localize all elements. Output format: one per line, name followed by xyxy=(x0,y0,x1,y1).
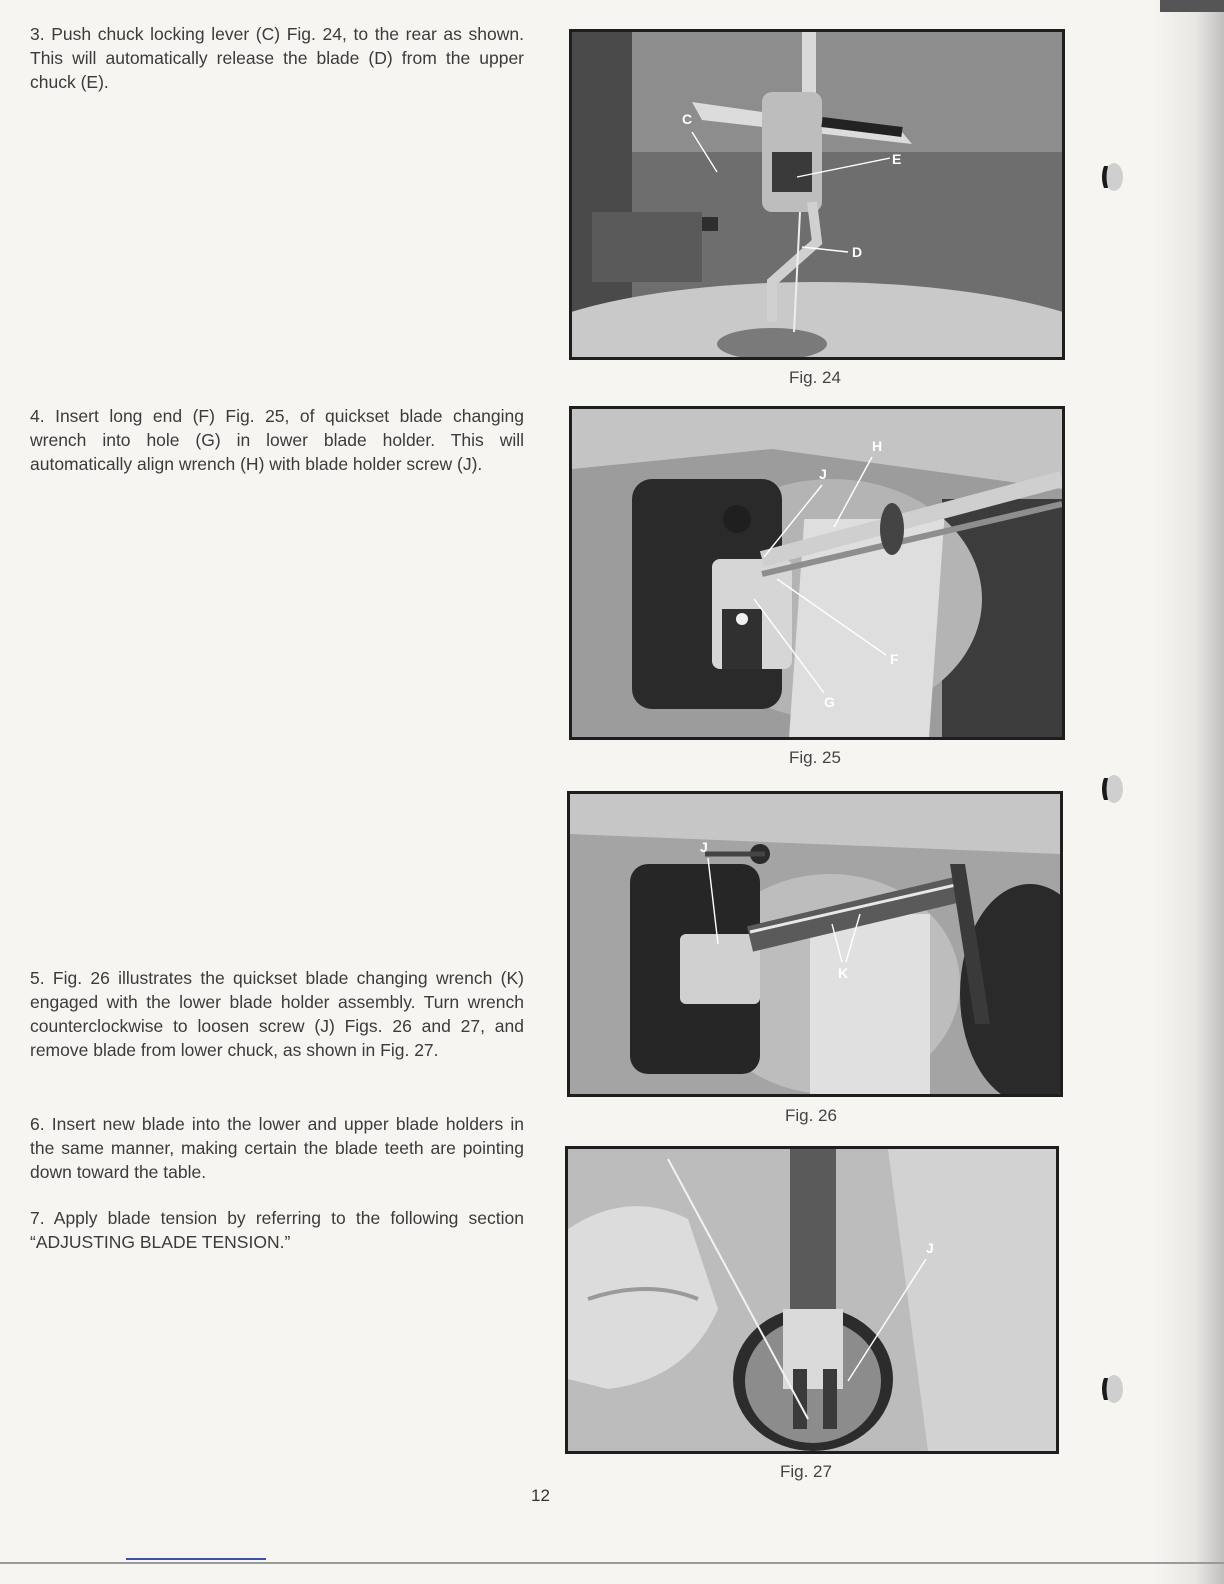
instruction-step-6: 6. Insert new blade into the lower and upper blade holders in the same manner, making certain the blade teeth are pointing down toward the table. xyxy=(30,1114,524,1182)
figure-27-caption: Fig. 27 xyxy=(780,1462,832,1481)
page-number: 12 xyxy=(531,1486,550,1505)
figure-25-caption: Fig. 25 xyxy=(789,748,841,767)
fig26-label-k: K xyxy=(838,965,849,981)
instruction-step-3: 3. Push chuck locking lever (C) Fig. 24, to the rear as shown. This will automatically release the blade (D) from the upper chuck (E). xyxy=(30,24,524,92)
instruction-step-4: 4. Insert long end (F) Fig. 25, of quickset blade changing wrench into hole (G) in lower blade holder. This will automatically align wrench (H) with blade holder screw (J). xyxy=(30,406,524,474)
figure-26-photo xyxy=(567,791,1063,1097)
fig24-label-e: E xyxy=(892,151,902,167)
page-edge-dark-strip xyxy=(1160,0,1224,12)
bottom-page-line xyxy=(0,1562,1224,1564)
binder-hole-icon xyxy=(1098,772,1124,806)
fig25-label-g: G xyxy=(824,694,835,710)
figure-27-photo xyxy=(565,1146,1059,1454)
fig26-label-j: J xyxy=(700,839,708,855)
binder-hole-icon xyxy=(1098,160,1124,194)
figure-26-caption: Fig. 26 xyxy=(785,1106,837,1125)
page-edge-shadow xyxy=(1154,0,1224,1584)
instruction-step-7: 7. Apply blade tension by referring to the following section “ADJUSTING BLADE TENSION.” xyxy=(30,1208,524,1252)
fig25-label-h: H xyxy=(872,438,883,454)
fig25-label-j: J xyxy=(819,466,827,482)
fig24-label-c: C xyxy=(682,111,693,127)
binder-hole-icon xyxy=(1098,1372,1124,1406)
figure-25-photo xyxy=(569,406,1065,740)
figure-24-photo xyxy=(569,29,1065,360)
fig25-label-f: F xyxy=(890,651,899,667)
instruction-step-5: 5. Fig. 26 illustrates the quickset blade changing wrench (K) engaged with the lower blade holder assembly. Turn wrench counterclockwise to loosen screw (J) Figs. 26 and 27, and remove blade from lower chuck, as shown in Fig. 27. xyxy=(30,968,524,1060)
fig27-label-j: J xyxy=(926,1240,934,1256)
figure-24-caption: Fig. 24 xyxy=(789,368,841,387)
fig24-label-d: D xyxy=(852,244,863,260)
bottom-accent-rule xyxy=(126,1558,266,1560)
